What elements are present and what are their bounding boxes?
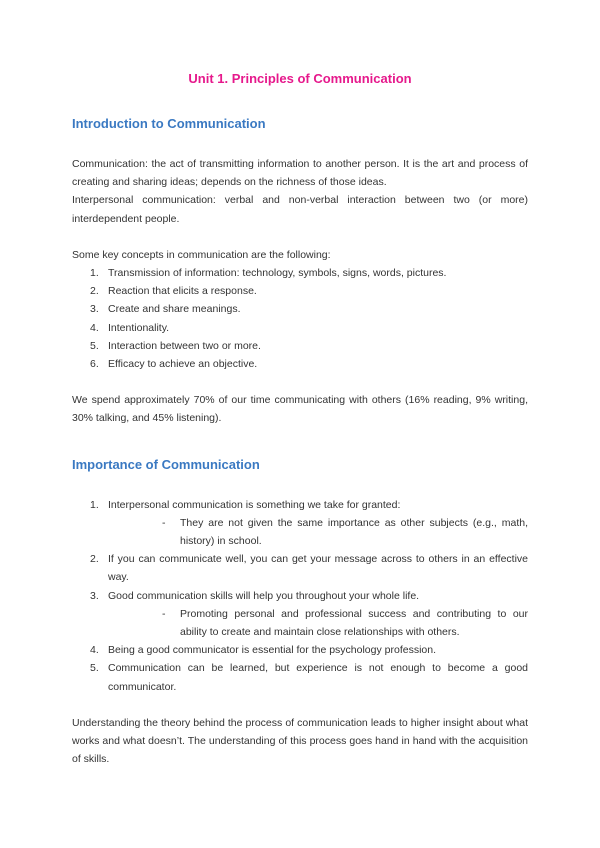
concepts-list (72, 264, 528, 373)
list-item-text: Transmission of information: technology, symbols, signs, words, pictures. (108, 267, 447, 280)
importance-list (72, 496, 528, 696)
list-item-text: Reaction that elicits a response. (108, 285, 257, 298)
list-item (72, 337, 528, 355)
heading-importance: Importance of Communication (72, 456, 260, 472)
list-item-text: Intentionality. (108, 321, 170, 334)
list-number: 3. (90, 589, 99, 602)
list-item (72, 264, 528, 282)
list-item (72, 496, 528, 551)
list-item-text: Interaction between two or more. (108, 339, 261, 352)
sub-item-text: Promoting personal and professional success and contributing to our ability to create and maintain close relationships with others. (180, 607, 528, 639)
list-item (72, 355, 528, 373)
list-number: 5. (90, 662, 99, 675)
list-item-text: Efficacy to achieve an objective. (108, 358, 258, 371)
list-item (72, 319, 528, 337)
sub-list (108, 514, 528, 550)
paragraph-definition: Communication: the act of transmitting information to another person. It is the art and process of creating and sharing ideas; depends on the richness of those ideas. (72, 158, 528, 189)
concepts-lead: Some key concepts in communication are the following: (72, 248, 331, 261)
list-item (72, 550, 528, 586)
list-item (72, 659, 528, 695)
paragraph-closing: Understanding the theory behind the process of communication leads to higher insight about what works and what doesn’t. The understanding of this process goes hand in hand with the acquisition of skills. (72, 716, 528, 766)
list-item-text: Good communication skills will help you throughout your whole life. (108, 589, 420, 602)
sub-list-item (108, 605, 528, 641)
list-item-text: Create and share meanings. (108, 303, 241, 316)
list-item (72, 641, 528, 659)
sub-item-text: They are not given the same importance as other subjects (e.g., math, history) in school. (180, 516, 528, 548)
list-item (72, 282, 528, 300)
list-item-text: Interpersonal communication is something we take for granted: (108, 498, 401, 511)
list-item-text: If you can communicate well, you can get your message across to others in an effective way. (108, 553, 528, 584)
list-number: 3. (90, 303, 99, 316)
paragraph-interpersonal: Interpersonal communication: verbal and non-verbal interaction between two (or more) interdependent people. (72, 194, 528, 225)
list-number: 4. (90, 321, 99, 334)
sub-list-item (108, 514, 528, 550)
sub-list (108, 605, 528, 641)
list-number: 6. (90, 358, 99, 371)
list-item (72, 587, 528, 642)
list-number: 4. (90, 644, 99, 657)
list-item-text: Communication can be learned, but experience is not enough to become a good communicator. (108, 662, 528, 693)
list-item (72, 300, 528, 318)
list-number: 1. (90, 498, 99, 511)
list-item-text: Being a good communicator is essential for the psychology profession. (108, 644, 437, 657)
paragraph-stats: We spend approximately 70% of our time communicating with others (16% reading, 9% writing, 30% talking, and 45% listening). (72, 394, 528, 425)
heading-introduction: Introduction to Communication (72, 116, 266, 131)
list-number: 2. (90, 285, 99, 298)
list-number: 5. (90, 339, 99, 352)
list-number: 1. (90, 267, 99, 280)
dash-marker: - (162, 607, 166, 620)
document-title: Unit 1. Principles of Communication (188, 71, 412, 86)
list-number: 2. (90, 553, 99, 566)
dash-marker: - (162, 516, 166, 529)
